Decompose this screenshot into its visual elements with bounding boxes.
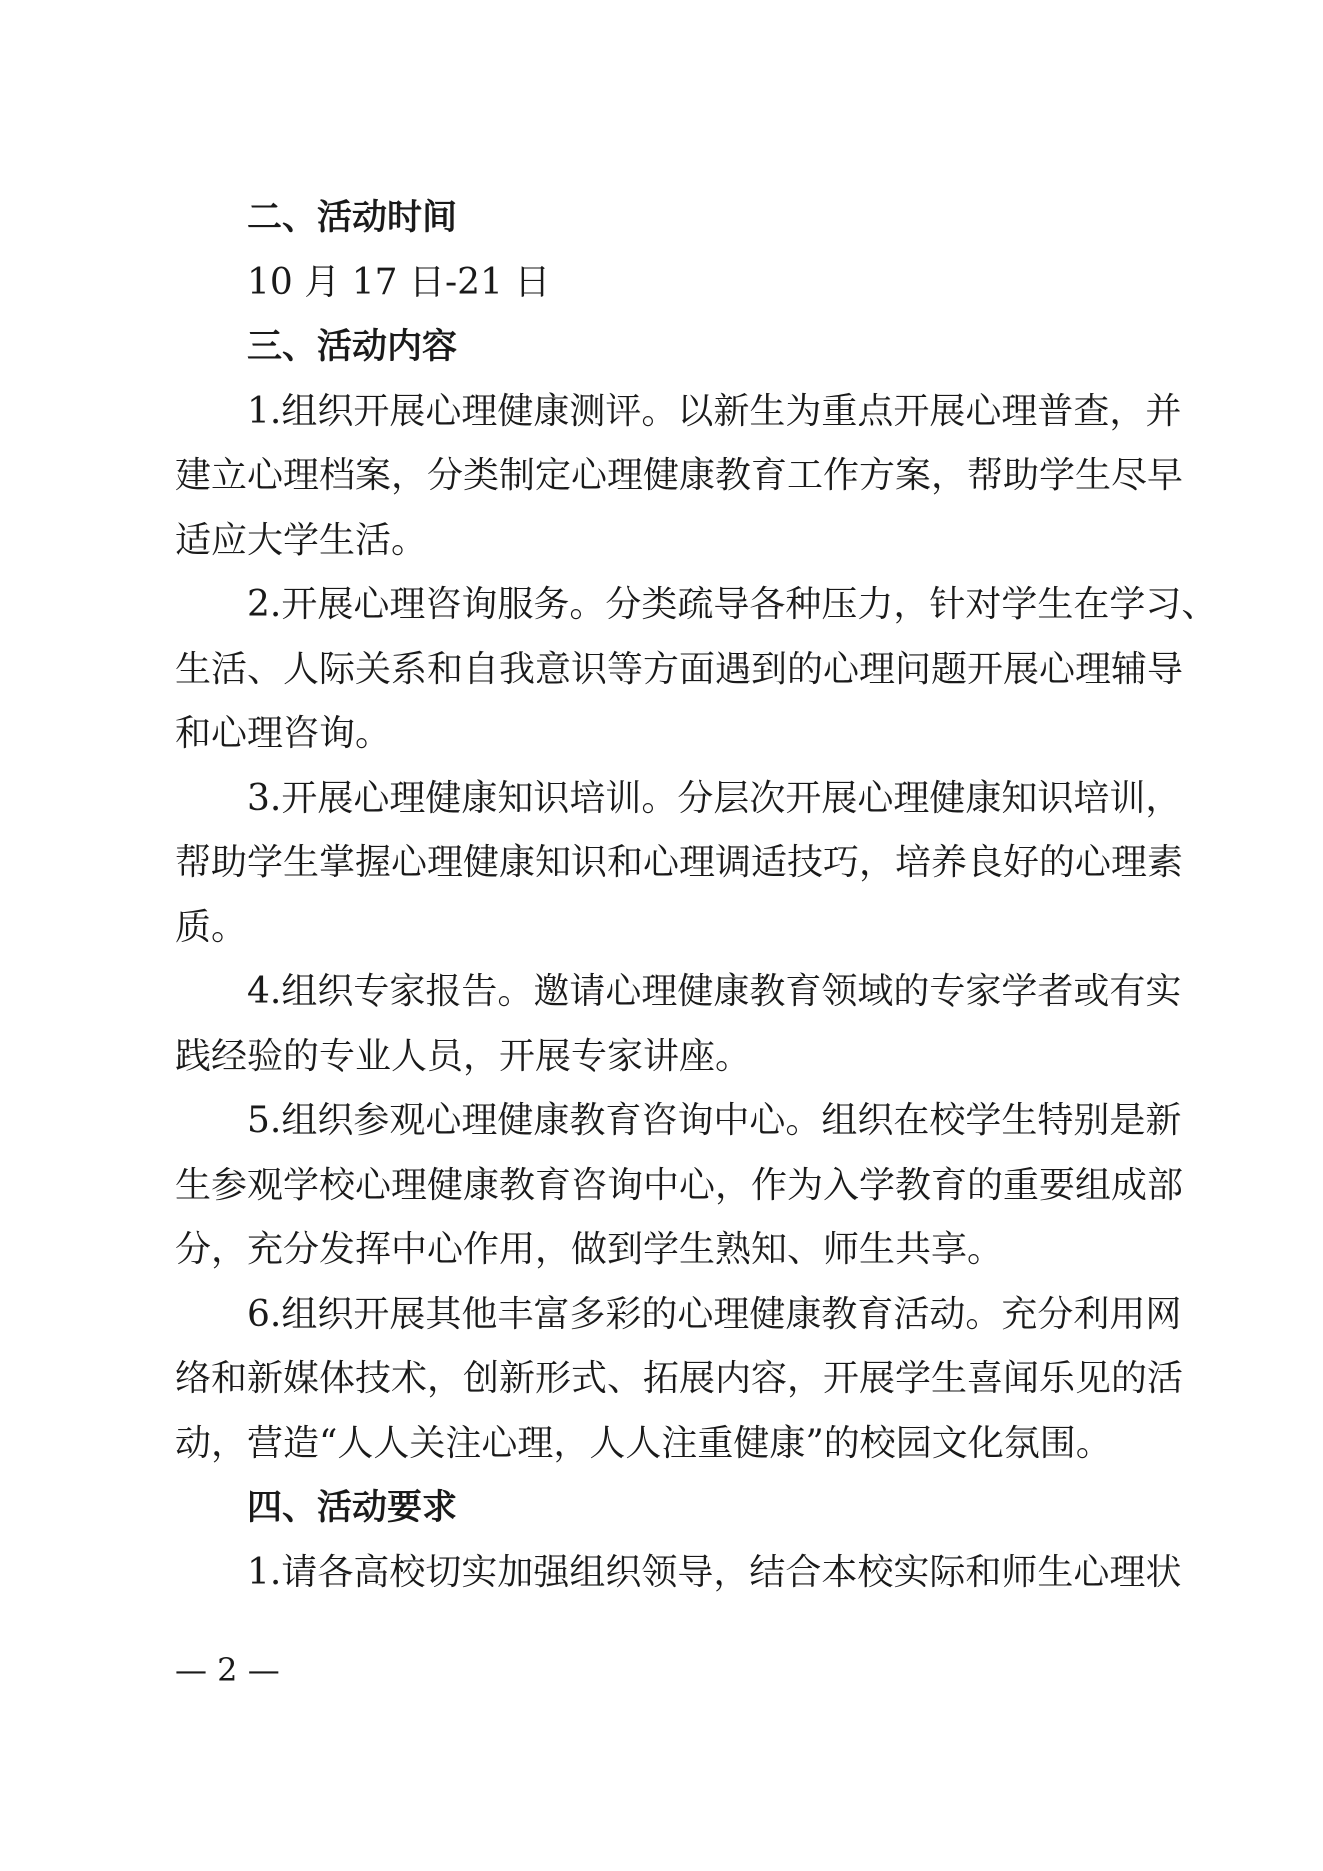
section-heading-activity-time: 二、活动时间: [247, 198, 458, 238]
paragraph-line: 4.组织专家报告。邀请心理健康教育领域的专家学者或有实: [247, 971, 1182, 1012]
paragraph-line: 生活、人际关系和自我意识等方面遇到的心理问题开展心理辅导: [175, 648, 1184, 690]
paragraph-line: 络和新媒体技术，创新形式、拓展内容，开展学生喜闻乐见的活: [175, 1358, 1184, 1399]
paragraph-line: 3.开展心理健康知识培训。分层次开展心理健康知识培训，: [247, 777, 1182, 819]
paragraph-line: 适应大学生活。: [175, 519, 428, 561]
paragraph-line: 6.组织开展其他丰富多彩的心理健康教育活动。充分利用网: [247, 1293, 1182, 1335]
paragraph-line: 动，营造“人人关注心理，人人注重健康”的校园文化氛围。: [175, 1422, 1112, 1464]
paragraph-line: 帮助学生掌握心理健康知识和心理调适技巧，培养良好的心理素: [175, 842, 1184, 883]
paragraph-line: 分，充分发挥中心作用，做到学生熟知、师生共享。: [175, 1229, 1004, 1270]
paragraph-line: 2.开展心理咨询服务。分类疏导各种压力，针对学生在学习、: [247, 584, 1218, 625]
paragraph-line: 5.组织参观心理健康教育咨询中心。组织在校学生特别是新: [247, 1100, 1182, 1141]
section-heading-activity-requirements: 四、活动要求: [247, 1488, 458, 1528]
section-heading-activity-content: 三、活动内容: [247, 327, 458, 367]
paragraph-line: 和心理咨询。: [175, 713, 392, 754]
paragraph-line: 生参观学校心理健康教育咨询中心，作为入学教育的重要组成部: [175, 1164, 1184, 1206]
paragraph-line: 建立心理档案，分类制定心理健康教育工作方案，帮助学生尽早: [175, 455, 1184, 496]
document-body: [175, 186, 1218, 1605]
paragraph-line: 1.组织开展心理健康测评。以新生为重点开展心理普查，并: [247, 390, 1182, 432]
paragraph-line: 质。: [175, 906, 248, 948]
activity-date: 10 月 17 日-21 日: [247, 261, 551, 303]
paragraph-line: 1.请各高校切实加强组织领导，结合本校实际和师生心理状: [247, 1551, 1182, 1593]
page-number: — 2 —: [175, 1651, 280, 1689]
paragraph-line: 践经验的专业人员，开展专家讲座。: [175, 1035, 752, 1077]
